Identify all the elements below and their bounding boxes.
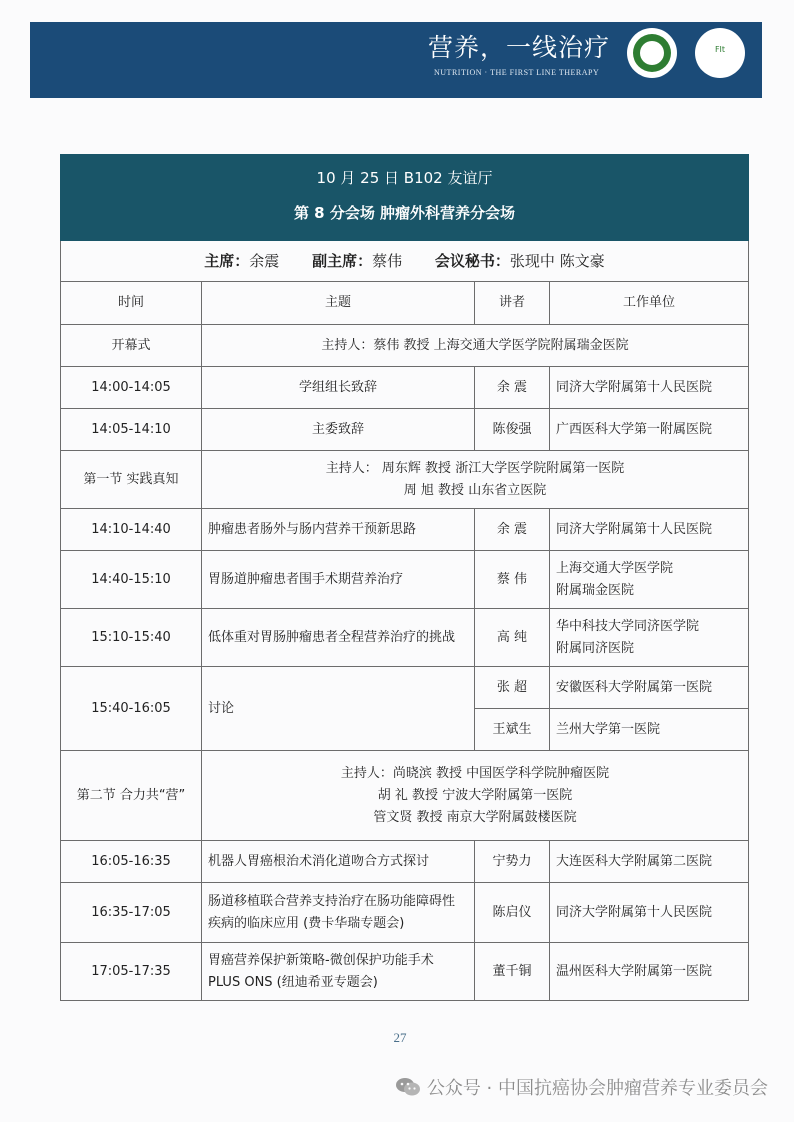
secretary-label: 会议秘书：: [434, 252, 510, 270]
row-unit: 兰州大学第一医院: [550, 709, 749, 751]
session-date-room: 10 月 25 日 B102 友谊厅: [61, 155, 749, 202]
section-row: [61, 751, 749, 841]
row-topic: 肿瘤患者肠外与肠内营养干预新思路: [202, 509, 475, 551]
row-topic: 肠道移植联合营养支持治疗在肠功能障碍性 疾病的临床应用 (费卡华瑞专题会): [202, 883, 475, 943]
wechat-icon: [395, 1076, 421, 1098]
column-header-row: [61, 282, 749, 325]
table-row: [61, 943, 749, 1001]
row-time: 14:40-15:10: [61, 551, 202, 609]
chair-label: 主席：: [204, 252, 250, 270]
table-row: [61, 409, 749, 451]
row-speaker: 陈俊强: [475, 409, 550, 451]
row-topic: 讨论: [202, 667, 475, 751]
row-time: 14:00-14:05: [61, 367, 202, 409]
section-label: 第二节 合力共“营”: [61, 751, 202, 841]
row-speaker: 余 震: [475, 509, 550, 551]
row-host: 主持人：蔡伟 教授 上海交通大学医学院附属瑞金医院: [202, 325, 749, 367]
row-label: 开幕式: [61, 325, 202, 367]
table-row: [61, 551, 749, 609]
vice-chair-name: 蔡伟: [372, 252, 403, 270]
row-unit: 广西医科大学第一附属医院: [550, 409, 749, 451]
row-speaker: 张 超: [475, 667, 550, 709]
row-unit: 同济大学附属第十人民医院: [550, 367, 749, 409]
col-speaker: 讲者: [475, 282, 550, 325]
row-topic: 学组组长致辞: [202, 367, 475, 409]
col-time: 时间: [61, 282, 202, 325]
row-time: 16:05-16:35: [61, 841, 202, 883]
session-name: 第 8 分会场 肿瘤外科营养分会场: [61, 202, 749, 241]
row-speaker: 余 震: [475, 367, 550, 409]
secretary-names: 张现中 陈文豪: [509, 252, 605, 270]
watermark-text: 公众号 · 中国抗癌协会肿瘤营养专业委员会: [426, 1078, 768, 1099]
row-topic: 胃肠道肿瘤患者围手术期营养治疗: [202, 551, 475, 609]
table-row: [61, 841, 749, 883]
row-time: 17:05-17:35: [61, 943, 202, 1001]
section-label: 第一节 实践真知: [61, 451, 202, 509]
row-topic: 低体重对胃肠肿瘤患者全程营养治疗的挑战: [202, 609, 475, 667]
vice-chair-label: 副主席：: [312, 252, 373, 270]
table-row: [61, 667, 749, 709]
host-line: 主持人：尚晓滨 教授 中国医学科学院肿瘤医院: [340, 765, 610, 781]
row-time: 16:35-17:05: [61, 883, 202, 943]
row-time: 14:10-14:40: [61, 509, 202, 551]
fit-logo-icon: FIt: [695, 28, 745, 78]
banner-title: 营养，一线治疗: [428, 33, 611, 62]
col-unit: 工作单位: [550, 282, 749, 325]
table-row: [61, 883, 749, 943]
col-topic: 主题: [202, 282, 475, 325]
header-banner: [30, 22, 762, 98]
section-hosts: [202, 751, 749, 841]
chair-name: 余震: [249, 252, 280, 270]
table-row: [61, 325, 749, 367]
row-unit: 温州医科大学附属第一医院: [550, 943, 749, 1001]
banner-subtitle: NUTRITION · THE FIRST LINE THERAPY: [434, 68, 600, 77]
row-speaker: 高 纯: [475, 609, 550, 667]
row-speaker: 董千铜: [475, 943, 550, 1001]
section-row: [61, 451, 749, 509]
row-topic: 主委致辞: [202, 409, 475, 451]
table-row: [61, 509, 749, 551]
host-line: 主持人： 周东辉 教授 浙江大学医学院附属第一医院: [325, 460, 625, 476]
row-unit: 同济大学附属第十人民医院: [550, 509, 749, 551]
row-speaker: 王斌生: [475, 709, 550, 751]
row-speaker: 蔡 伟: [475, 551, 550, 609]
row-speaker: 宁势力: [475, 841, 550, 883]
association-logo-icon: [627, 28, 677, 78]
row-topic: 机器人胃癌根治术消化道吻合方式探讨: [202, 841, 475, 883]
host-line: 周 旭 教授 山东省立医院: [403, 482, 547, 498]
table-row: [61, 367, 749, 409]
session-officers: [61, 241, 749, 282]
host-line: 管文贤 教授 南京大学附属鼓楼医院: [373, 809, 577, 825]
row-unit: 上海交通大学医学院 附属瑞金医院: [550, 551, 749, 609]
page-number: 27: [393, 1030, 407, 1045]
section-hosts: [202, 451, 749, 509]
row-unit: 华中科技大学同济医学院 附属同济医院: [550, 609, 749, 667]
row-speaker: 陈启仪: [475, 883, 550, 943]
row-unit: 同济大学附属第十人民医院: [550, 883, 749, 943]
row-time: 15:40-16:05: [61, 667, 202, 751]
row-unit: 大连医科大学附属第二医院: [550, 841, 749, 883]
host-line: 胡 礼 教授 宁波大学附属第一医院: [377, 787, 573, 803]
table-row: [61, 609, 749, 667]
watermark: [395, 1074, 768, 1100]
row-topic: 胃癌营养保护新策略-微创保护功能手术 PLUS ONS (纽迪希亚专题会): [202, 943, 475, 1001]
row-unit: 安徽医科大学附属第一医院: [550, 667, 749, 709]
program-table: [60, 154, 749, 1001]
row-time: 15:10-15:40: [61, 609, 202, 667]
row-time: 14:05-14:10: [61, 409, 202, 451]
